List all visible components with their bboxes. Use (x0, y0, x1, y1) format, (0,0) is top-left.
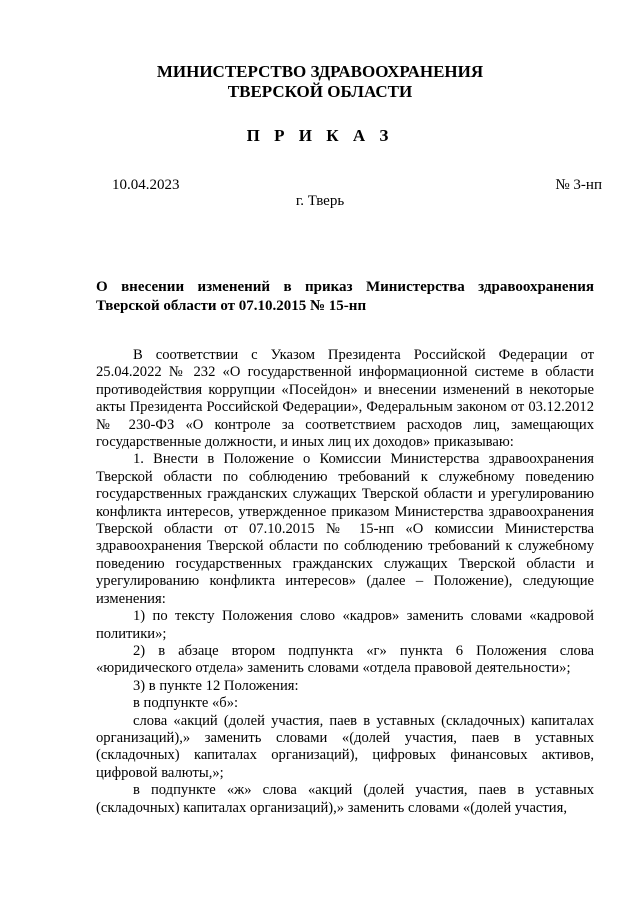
document-body (96, 347, 594, 817)
paragraph-subitem-3-b-intro: в подпункте «б»: (133, 695, 239, 712)
paragraph-subitem-1: 1) по тексту Положения слово «кадров» заменить словами «кадровой политики»; (96, 608, 594, 642)
paragraph-preamble: В соответствии с Указом Президента Российской Федерации от 25.04.2022 № 232 «О государственной информационной системе в области противодействия коррупции «Посейдон» и внесении изменений в некоторые акты Президента Российской Федерации», Федеральным законом от 03.12.2012 № 230-ФЗ «О контроле за соответствием расходов лиц, замещающих государственные должности, и иных лиц их доходов» приказываю: (96, 347, 594, 451)
document-city: г. Тверь (295, 193, 345, 209)
paragraph-subitem-3-zh-text: в подпункте «ж» слова «акций (долей участия, паев в уставных (складочных) капиталах организаций),» заменить словами «(долей участия, (96, 782, 594, 816)
document-type-title: П Р И К А З (246, 126, 394, 145)
document-subject: О внесении изменений в приказ Министерства здравоохранения Тверской области от 07.10.2015 № 15-нп (96, 279, 594, 314)
paragraph-subitem-2: 2) в абзаце втором подпункта «г» пункта 6 Положения слова «юридического отдела» заменить словами «отдела правовой деятельности»; (96, 642, 594, 677)
document-number: № 3-нп (555, 177, 602, 193)
paragraph-subitem-3: 3) в пункте 12 Положения: (133, 677, 299, 694)
paragraph-item-1: 1. Внести в Положение о Комиссии Министерства здравоохранения Тверской области по соблюдению требований к служебному поведению государственных гражданских служащих Тверской области и урегулированию конфликта интересов, утвержденное приказом Министерства здравоохранения Тверской области от 07.10.2015 № 15-нп «О комиссии Министерства здравоохранения Тверской области по соблюдению требований к служебному поведению государственных гражданских служащих Тверской области и урегулированию конфликта интересов» (далее – Положение), следующие изменения: (96, 451, 594, 607)
document-date: 10.04.2023 (112, 177, 180, 193)
ministry-name-line2: ТВЕРСКОЙ ОБЛАСТИ (227, 82, 413, 101)
paragraph-subitem-3-b-text: слова «акций (долей участия, паев в уставных (складочных) капиталах организаций),» заменить словами «(долей участия, паев в уставных (складочных) капиталах организаций), цифровых финансовых активов, цифровой валюты,»; (96, 712, 594, 781)
ministry-name-line1: МИНИСТЕРСТВО ЗДРАВООХРАНЕНИЯ (156, 62, 484, 81)
ministry-name (0, 62, 640, 102)
